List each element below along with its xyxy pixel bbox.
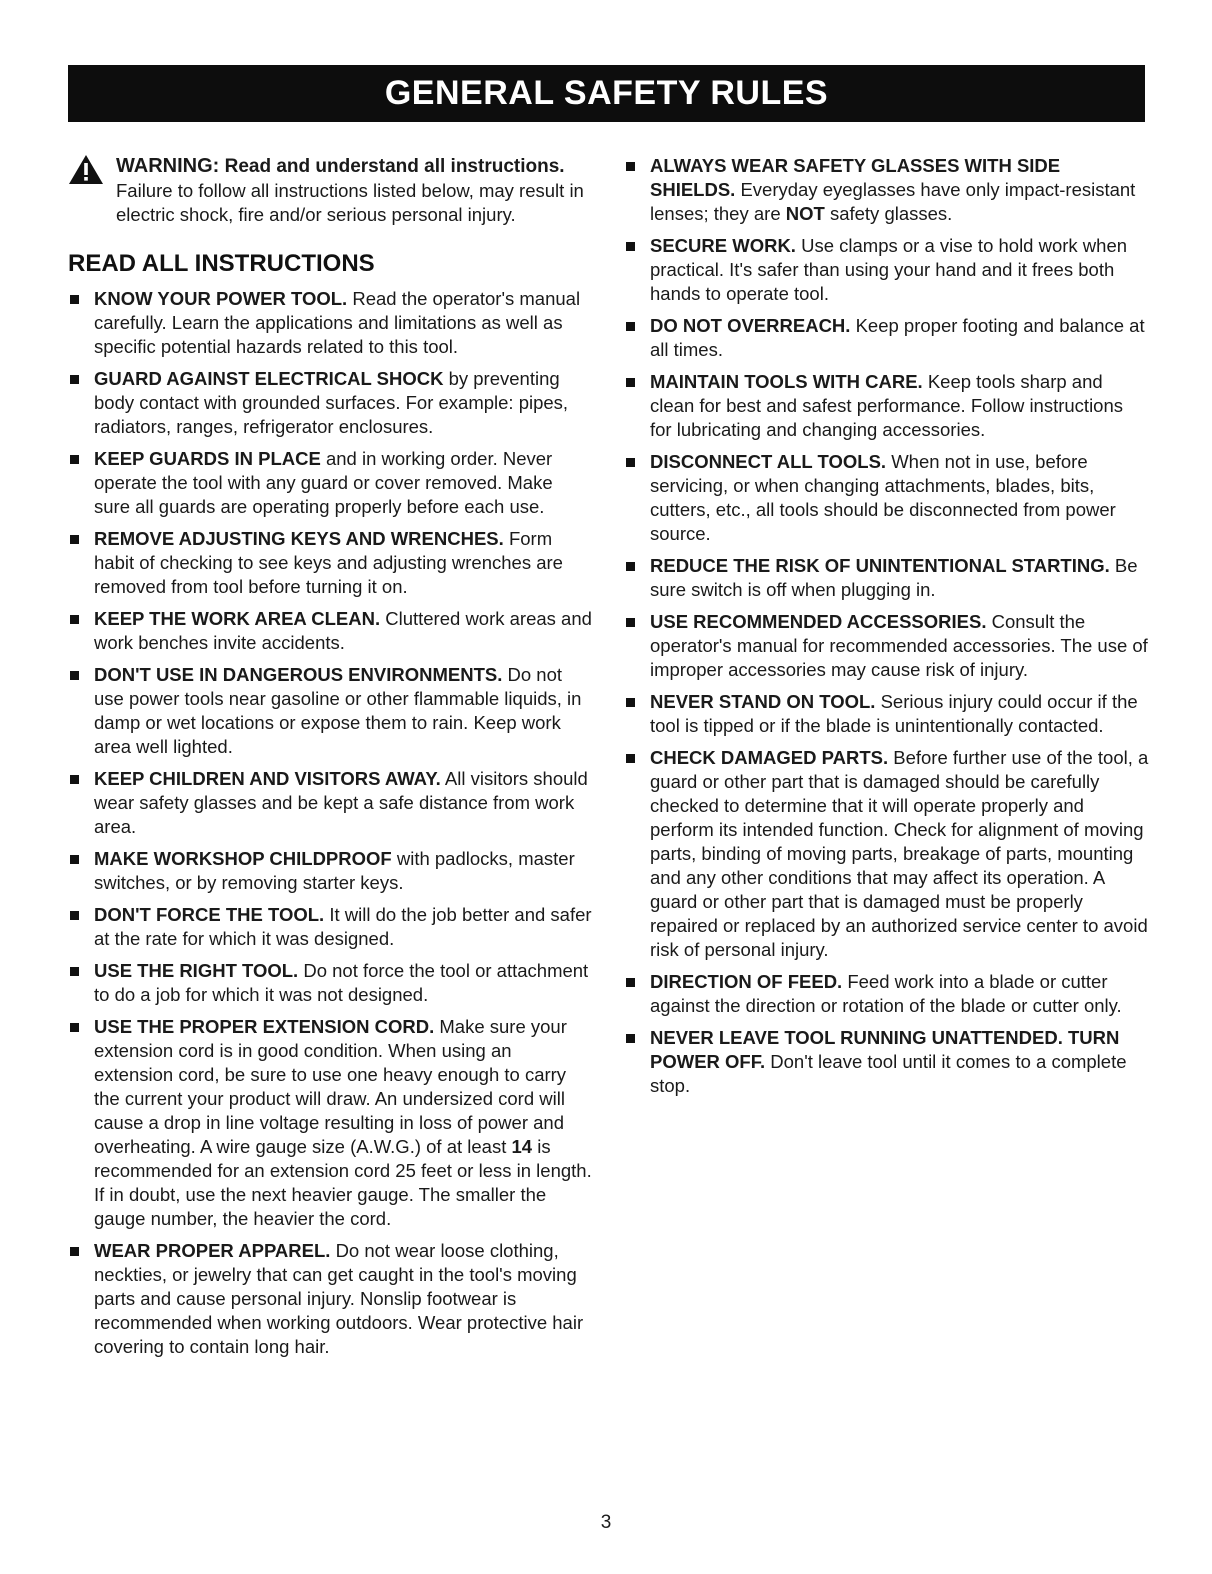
- rule-item: [624, 1026, 1149, 1098]
- square-bullet-icon: [626, 242, 635, 251]
- rule-text: Serious injury could occur if the tool is tipped or if the blade is unintentionally contacted.: [650, 691, 1138, 736]
- rule-item: [68, 903, 592, 951]
- rule-text: Cluttered work areas and work benches invite accidents.: [94, 608, 592, 653]
- rule-text: Don't leave tool until it comes to a complete stop.: [650, 1051, 1127, 1096]
- square-bullet-icon: [70, 911, 79, 920]
- square-bullet-icon: [626, 378, 635, 387]
- rule-text: Form habit of checking to see keys and adjusting wrenches are removed from tool before turning it on.: [94, 528, 563, 597]
- square-bullet-icon: [626, 458, 635, 467]
- rule-item: [68, 663, 592, 759]
- rule-item: [624, 234, 1149, 306]
- square-bullet-icon: [70, 855, 79, 864]
- rule-item: [624, 746, 1149, 962]
- rule-item: [624, 554, 1149, 602]
- page-title-banner: [68, 65, 1145, 122]
- rule-item: [624, 370, 1149, 442]
- rule-text: Feed work into a blade or cutter against the direction or rotation of the blade or cutter only.: [650, 971, 1122, 1016]
- rule-text: Make sure your extension cord is in good condition. When using an extension cord, be sure to use one heavy enough to carry the current your product will draw. An undersized cord will cause a drop in line voltage resulting in loss of power and overheating. A wire gauge size (A.W.G.) of at least: [94, 1016, 567, 1157]
- rule-text: Be sure switch is off when plugging in.: [650, 555, 1138, 600]
- rule-lead: DON'T USE IN DANGEROUS ENVIRONMENTS.: [94, 664, 503, 685]
- rule-lead: NEVER LEAVE TOOL RUNNING UNATTENDED. TURN POWER OFF.: [650, 1027, 1120, 1072]
- rule-lead: MAINTAIN TOOLS WITH CARE.: [650, 371, 923, 392]
- rule-lead: REMOVE ADJUSTING KEYS AND WRENCHES.: [94, 528, 504, 549]
- rule-text: All visitors should wear safety glasses and be kept a safe distance from work area.: [94, 768, 588, 837]
- rule-item: [68, 1239, 592, 1359]
- right-rules-list: [624, 154, 1149, 1098]
- page-title: GENERAL SAFETY RULES: [384, 74, 829, 112]
- rule-text: Keep tools sharp and clean for best and safest performance. Follow instructions for lubricating and changing accessories.: [650, 371, 1124, 440]
- page-number: 3: [600, 1512, 612, 1533]
- square-bullet-icon: [70, 1247, 79, 1256]
- left-column: [68, 154, 592, 1367]
- rule-item: [624, 154, 1149, 226]
- rule-lead: KEEP THE WORK AREA CLEAN.: [94, 608, 381, 629]
- rule-text: Before further use of the tool, a guard or other part that is damaged should be carefully checked to determine that it will operate properly and perform its intended function. Check for alignment of moving parts, binding of moving parts, breakage of parts, mounting and any other conditions that may affect its operation. A guard or other part that is damaged must be properly repaired or replaced by an authorized service center to avoid risk of personal injury.: [650, 747, 1149, 960]
- square-bullet-icon: [626, 978, 635, 987]
- rule-lead: USE THE RIGHT TOOL.: [94, 960, 299, 981]
- rule-lead: SECURE WORK.: [650, 235, 796, 256]
- rule-lead: CHECK DAMAGED PARTS.: [650, 747, 889, 768]
- rule-text: Consult the operator's manual for recommended accessories. The use of improper accessories may cause risk of injury.: [650, 611, 1148, 680]
- rule-text: with padlocks, master switches, or by removing starter keys.: [94, 848, 575, 893]
- rule-lead: DON'T FORCE THE TOOL.: [94, 904, 325, 925]
- square-bullet-icon: [626, 322, 635, 331]
- rule-lead: KEEP GUARDS IN PLACE: [94, 448, 321, 469]
- rule-lead: ALWAYS WEAR SAFETY GLASSES WITH SIDE SHIELDS.: [650, 155, 1061, 200]
- rule-text: Use clamps or a vise to hold work when practical. It's safer than using your hand and it frees both hands to operate tool.: [650, 235, 1128, 304]
- rule-text: Keep proper footing and balance at all times.: [650, 315, 1145, 360]
- rule-lead: USE RECOMMENDED ACCESSORIES.: [650, 611, 987, 632]
- warning-lead: Read and understand all instructions.: [224, 156, 565, 177]
- rule-item: [68, 767, 592, 839]
- rule-text: by preventing body contact with grounded surfaces. For example: pipes, radiators, ranges, refrigerator enclosures.: [94, 368, 569, 437]
- rule-item: [68, 447, 592, 519]
- rule-text: Do not use power tools near gasoline or other flammable liquids, in damp or wet locations or expose them to rain. Keep work area well lighted.: [94, 664, 582, 757]
- square-bullet-icon: [70, 535, 79, 544]
- rule-lead: REDUCE THE RISK OF UNINTENTIONAL STARTING.: [650, 555, 1110, 576]
- rule-text: Do not wear loose clothing, neckties, or jewelry that can get caught in the tool's moving parts and cause personal injury. Nonslip footwear is recommended when working outdoors. Wear protective hair covering to contain long hair.: [94, 1240, 584, 1357]
- rule-lead: DO NOT OVERREACH.: [650, 315, 851, 336]
- rule-item: [68, 287, 592, 359]
- rule-item: [68, 847, 592, 895]
- rule-lead: DISCONNECT ALL TOOLS.: [650, 451, 887, 472]
- emphasis-not: NOT: [785, 203, 825, 224]
- rule-lead: DIRECTION OF FEED.: [650, 971, 843, 992]
- rule-text: safety glasses.: [829, 203, 953, 224]
- square-bullet-icon: [70, 615, 79, 624]
- square-bullet-icon: [626, 754, 635, 763]
- square-bullet-icon: [70, 967, 79, 976]
- rule-item: [624, 690, 1149, 738]
- square-bullet-icon: [626, 562, 635, 571]
- rule-lead: WEAR PROPER APPAREL.: [94, 1240, 331, 1261]
- square-bullet-icon: [70, 455, 79, 464]
- square-bullet-icon: [70, 375, 79, 384]
- rule-lead: KNOW YOUR POWER TOOL.: [94, 288, 348, 309]
- warning-heading: [116, 156, 565, 177]
- rule-text: When not in use, before servicing, or when changing attachments, blades, bits, cutters, etc., all tools should be disconnected from power source.: [650, 451, 1116, 544]
- square-bullet-icon: [626, 162, 635, 171]
- gauge-number: 14: [511, 1136, 533, 1157]
- rule-text: Everyday eyeglasses have only impact-resistant lenses; they are: [650, 179, 1136, 224]
- square-bullet-icon: [70, 1023, 79, 1032]
- right-column: [624, 154, 1149, 1106]
- warning-label: WARNING:: [116, 155, 220, 177]
- rule-lead: GUARD AGAINST ELECTRICAL SHOCK: [94, 368, 444, 389]
- rule-item: [624, 314, 1149, 362]
- rule-item: [68, 959, 592, 1007]
- warning-triangle-icon: [68, 154, 104, 185]
- rule-item: [68, 607, 592, 655]
- square-bullet-icon: [70, 671, 79, 680]
- rule-item: [68, 1015, 592, 1231]
- section-heading: READ ALL INSTRUCTIONS: [68, 250, 375, 277]
- rule-item: [624, 970, 1149, 1018]
- square-bullet-icon: [626, 618, 635, 627]
- rule-text: and in working order. Never operate the tool with any guard or cover removed. Make sure all guards are operating properly before each use.: [94, 448, 553, 517]
- rule-lead: KEEP CHILDREN AND VISITORS AWAY.: [94, 768, 441, 789]
- warning-text: Failure to follow all instructions listed below, may result in electric shock, fire and/or serious personal injury.: [116, 180, 584, 225]
- rule-text: Read the operator's manual carefully. Learn the applications and limitations as well as specific potential hazards related to this tool.: [94, 288, 581, 357]
- rule-text: is recommended for an extension cord 25 feet or less in length. If in doubt, use the next heavier gauge. The smaller the gauge number, the heavier the cord.: [94, 1136, 592, 1229]
- rule-item: [624, 450, 1149, 546]
- square-bullet-icon: [626, 698, 635, 707]
- square-bullet-icon: [70, 295, 79, 304]
- square-bullet-icon: [626, 1034, 635, 1043]
- left-rules-list: [68, 287, 592, 1359]
- rule-lead: NEVER STAND ON TOOL.: [650, 691, 876, 712]
- square-bullet-icon: [70, 775, 79, 784]
- rule-item: [624, 610, 1149, 682]
- rule-text: It will do the job better and safer at the rate for which it was designed.: [94, 904, 592, 949]
- rule-text: Do not force the tool or attachment to do a job for which it was not designed.: [94, 960, 589, 1005]
- rule-lead: USE THE PROPER EXTENSION CORD.: [94, 1016, 435, 1037]
- rule-item: [68, 527, 592, 599]
- warning-block: [68, 154, 592, 227]
- rule-item: [68, 367, 592, 439]
- rule-lead: MAKE WORKSHOP CHILDPROOF: [94, 848, 392, 869]
